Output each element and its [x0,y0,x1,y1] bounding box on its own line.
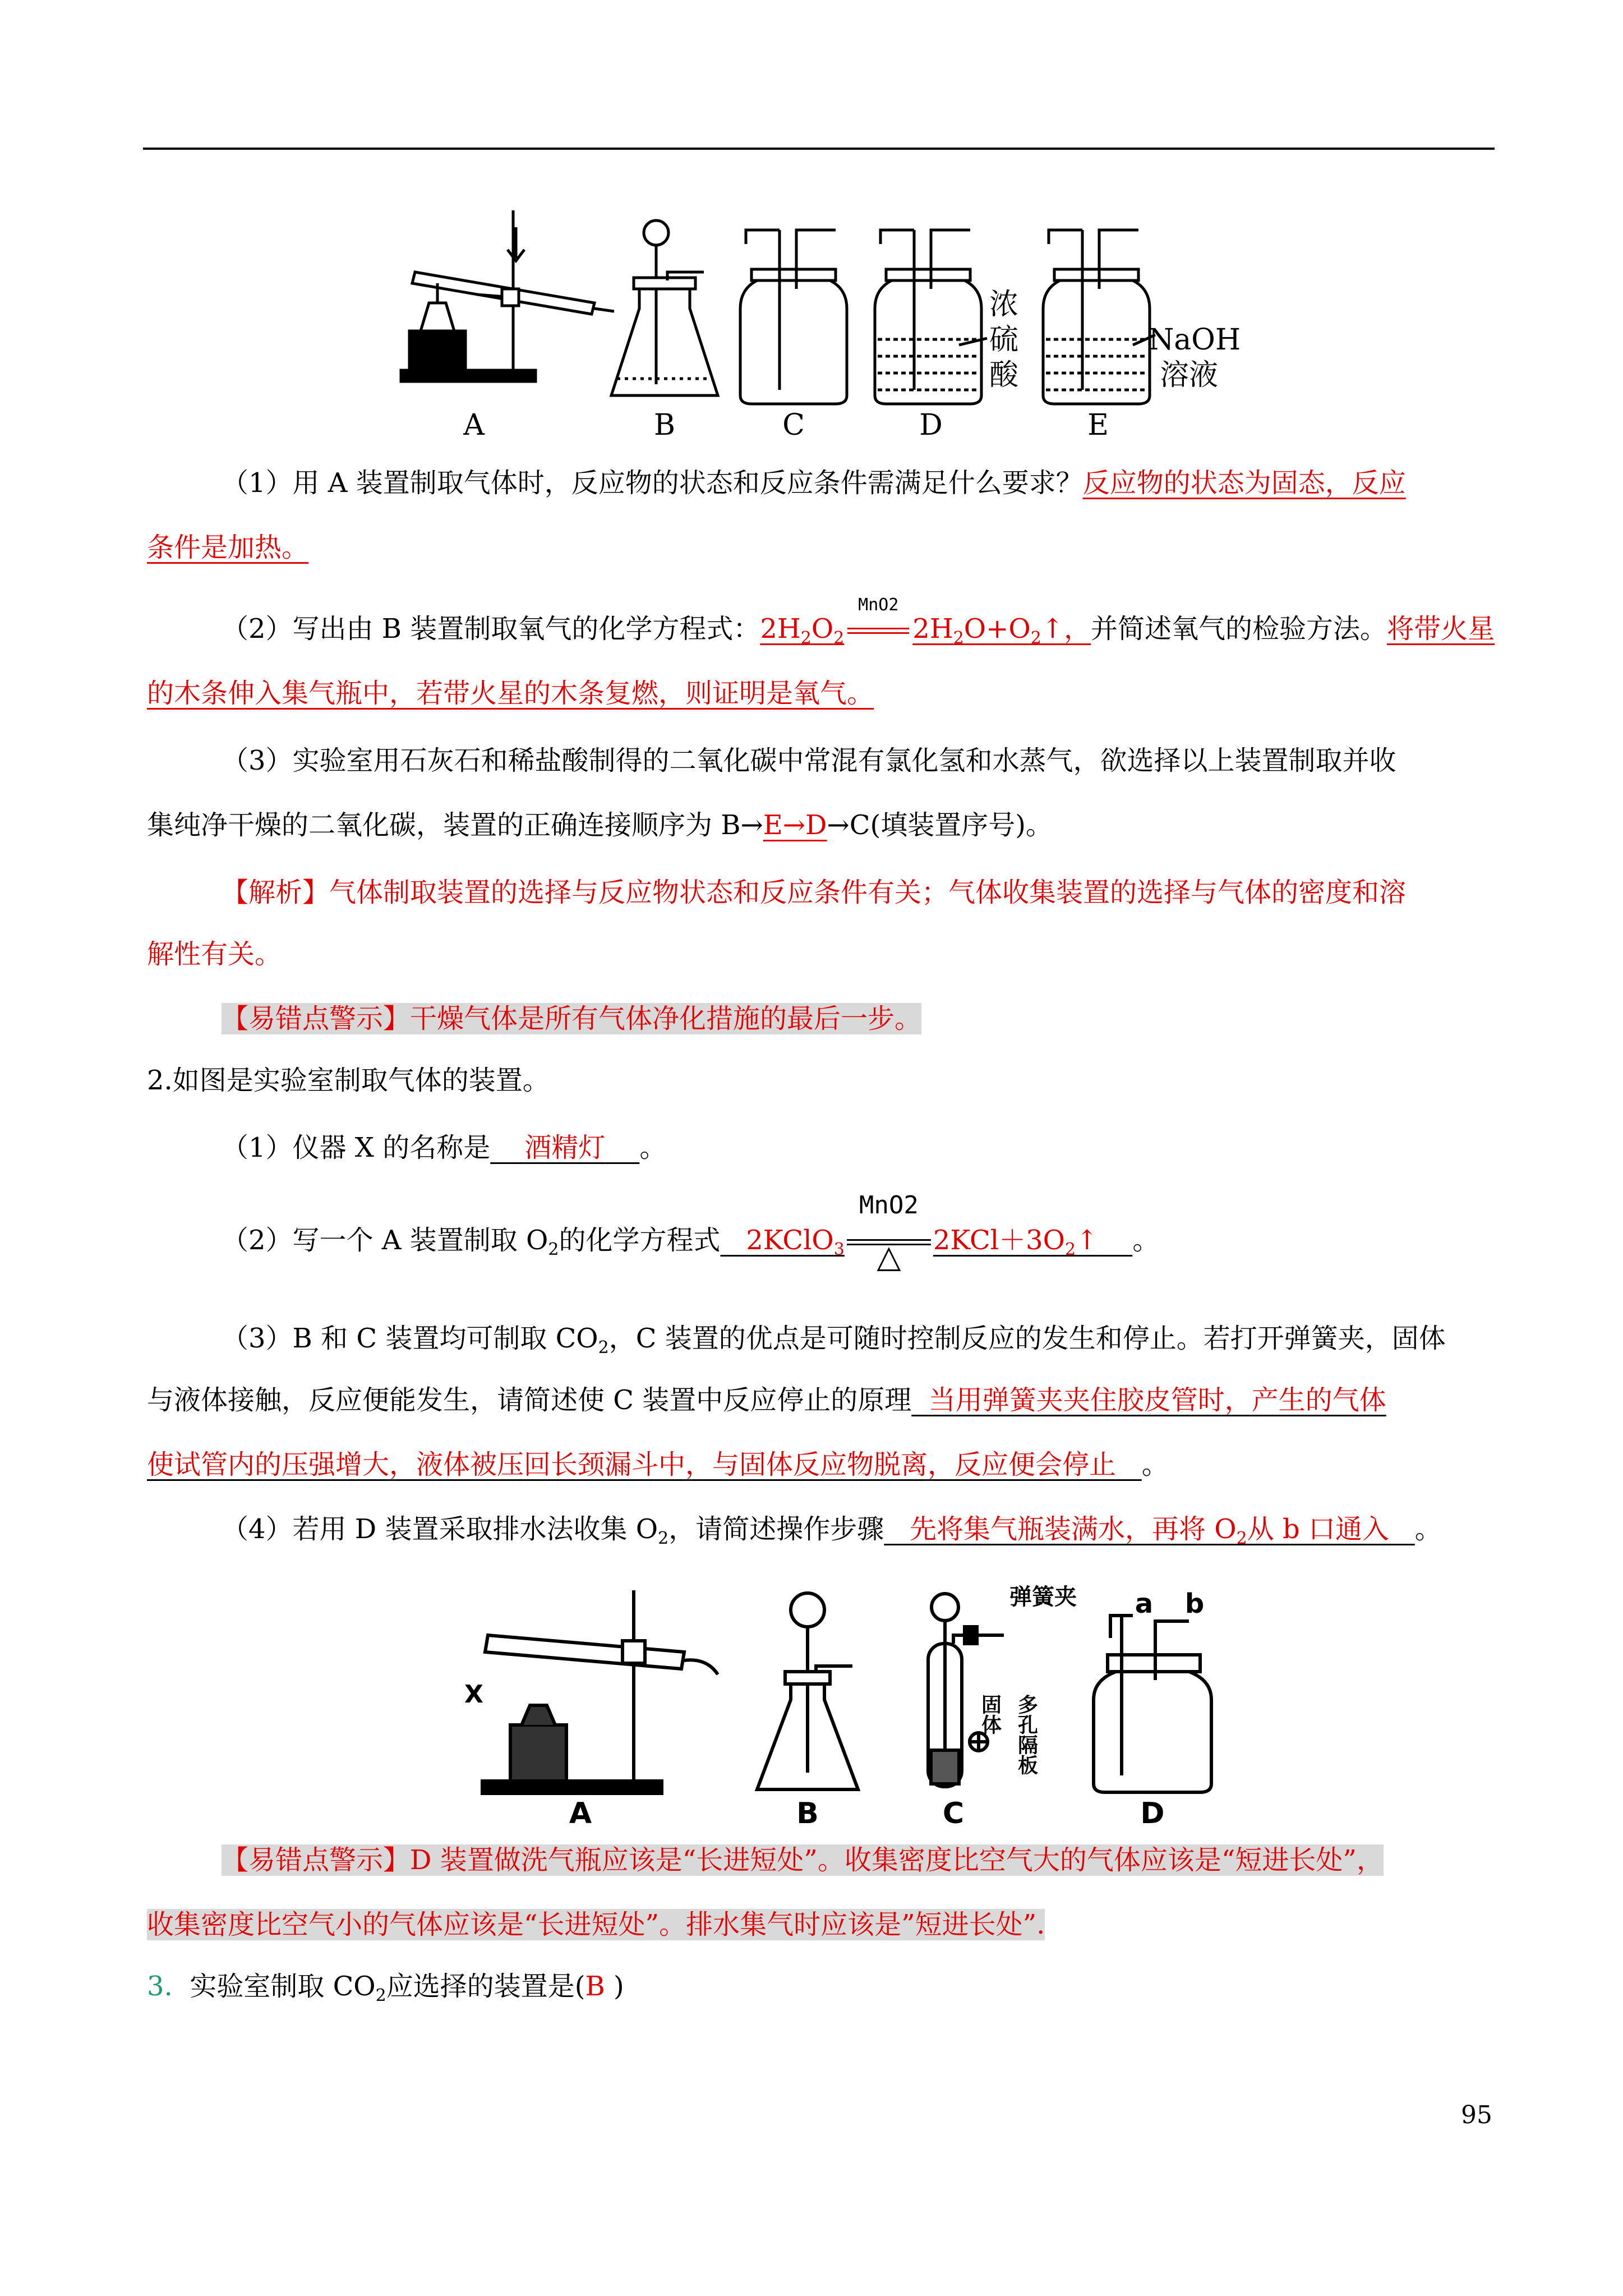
q1-part2-answer-b: 的木条伸入集气瓶中，若带火星的木条复燃，则证明是氧气。 [147,678,874,709]
q2-warning-line2: 收集密度比空气小的气体应该是“长进短处”。排水集气时应该是”短进长处”. [147,1909,1045,1940]
q1-part1-answer-a: 反应物的状态为固态，反应 [1082,467,1406,499]
fig1-label-d: D [919,408,943,442]
q2-part1: （1）仪器 X 的名称是 酒精灯 。 [222,1132,667,1163]
q2-part2: （2）写一个 A 装置制取 $O_2$的化学方程式 2KClO$_3$ MnO2 △ $2KCl+3O_2↑$ 。 [222,1223,1159,1258]
q1-part3-answer: E→D [763,809,827,841]
q1-part2 [222,595,1495,648]
figure-apparatus-2 [449,1582,1267,1829]
fig2-label-b: B [796,1797,819,1829]
q2-part3-line3: 使试管内的压强增大，液体被压回长颈漏斗中，与固体反应物脱离，反应便会停止 。 [147,1449,1169,1480]
q2-part3-line1: （3）B 和 C 装置均可制取 $CO_2$，C 装置的优点是可随时控制反应的发生和停止。若打开弹簧夹，固体 [222,1323,1446,1358]
fig2-solid-label: 固体 [978,1694,1002,1734]
fig1-d-text-2: 硫 [989,323,1019,357]
q1-part3-line2: 集纯净干燥的二氧化碳，装置的正确连接顺序为 B→E→D→C(填装置序号)。 [147,809,1053,841]
q1-part2-question-2: 并简述氧气的检验方法。 [1091,613,1387,645]
q3-answer: B [585,1971,605,2002]
q2-part2-heat-symbol: △ [877,1239,901,1275]
fig2-label-c: C [942,1797,965,1829]
q2-warning-line1: 【易错点警示】D 装置做洗气瓶应该是“长进短处”。收集密度比空气大的气体应该是“短进长处”， [222,1844,1384,1876]
q1-part1-cont [147,530,308,565]
fig2-x-label: X [464,1680,483,1709]
fig1-label-c: C [782,408,805,442]
q2-part3-answer-b: 使试管内的压强增大，液体被压回长颈漏斗中，与固体反应物脱离，反应便会停止 [147,1449,1117,1480]
q1-part2-equation: $2H_2O_2$ MnO2 $2H_2O+O_2↑$， [760,613,1091,645]
q1-part2-catalyst: MnO2 [858,595,899,615]
fig1-label-b: B [653,408,676,442]
q1-part2-cont [147,676,874,711]
q1-analysis-line1: 【解析】气体制取装置的选择与反应物状态和反应条件有关；气体收集装置的选择与气体的密度和溶 [222,877,1407,908]
q3: 3. 实验室制取 $CO_2$应选择的装置是(B ) [147,1971,624,2005]
fig2-a-label: a [1135,1588,1154,1619]
q3-number: 3. [147,1971,173,2002]
q2-part3-line2: 与液体接触，反应便能发生，请简述使 C 装置中反应停止的原理 当用弹簧夹夹住胶皮管时，产生的气体 [147,1384,1386,1416]
fig1-d-text-3: 酸 [989,358,1019,392]
fig1-e-text-1: NaOH [1148,323,1241,357]
fig2-clip-label: 弹簧夹 [1009,1584,1077,1610]
q2-intro: 2.如图是实验室制取气体的装置。 [147,1065,550,1096]
q1-part2-answer-a: 将带火星 [1387,613,1495,645]
q2-part2-catalyst: MnO2 [859,1191,919,1220]
q2-part4-answer: 先将集气瓶装满水，再将 $O_2$从 b 口通入 [910,1513,1390,1548]
fig2-plate-label: 多孔隔板 [1015,1694,1038,1775]
q1-part2-question: （2）写出由 B 装置制取氧气的化学方程式： [222,613,760,645]
q1-analysis-line2: 解性有关。 [147,938,282,970]
fig1-label-a: A [463,408,485,442]
fig1-d-text-1: 浓 [989,288,1019,321]
q1-part1 [222,466,1406,500]
fig2-b-label: b [1184,1588,1205,1619]
fig1-label-e: E [1087,408,1109,442]
q2-part3-answer-a: 当用弹簧夹夹住胶皮管时，产生的气体 [928,1384,1386,1416]
fig2-label-d: D [1140,1797,1165,1829]
q1-warning: 【易错点警示】干燥气体是所有气体净化措施的最后一步。 [222,1003,922,1034]
q1-part1-question: （1）用 A 装置制取气体时，反应物的状态和反应条件需满足什么要求？ [222,467,1083,499]
q1-part1-answer-b: 条件是加热。 [147,532,309,563]
header-rule [143,148,1495,150]
q1-part3-line1: （3）实验室用石灰石和稀盐酸制得的二氧化碳中常混有氯化氢和水蒸气，欲选择以上装置制取并收 [222,745,1396,776]
figure-apparatus-1 [393,210,1267,446]
page-number: 95 [1461,2101,1492,2129]
q2-part1-answer: 酒精灯 [524,1132,606,1163]
fig2-label-a: A [569,1797,592,1829]
q2-part4: （4）若用 D 装置采取排水法收集 $O_2$，请简述操作步骤 先将集气瓶装满水，再将 $O_2$从 b 口通入 。 [222,1513,1442,1548]
fig1-e-text-2: 溶液 [1159,358,1219,392]
q2-part2-equation: 2KClO$_3$ MnO2 △ $2KCl+3O_2↑$ [746,1225,1098,1256]
